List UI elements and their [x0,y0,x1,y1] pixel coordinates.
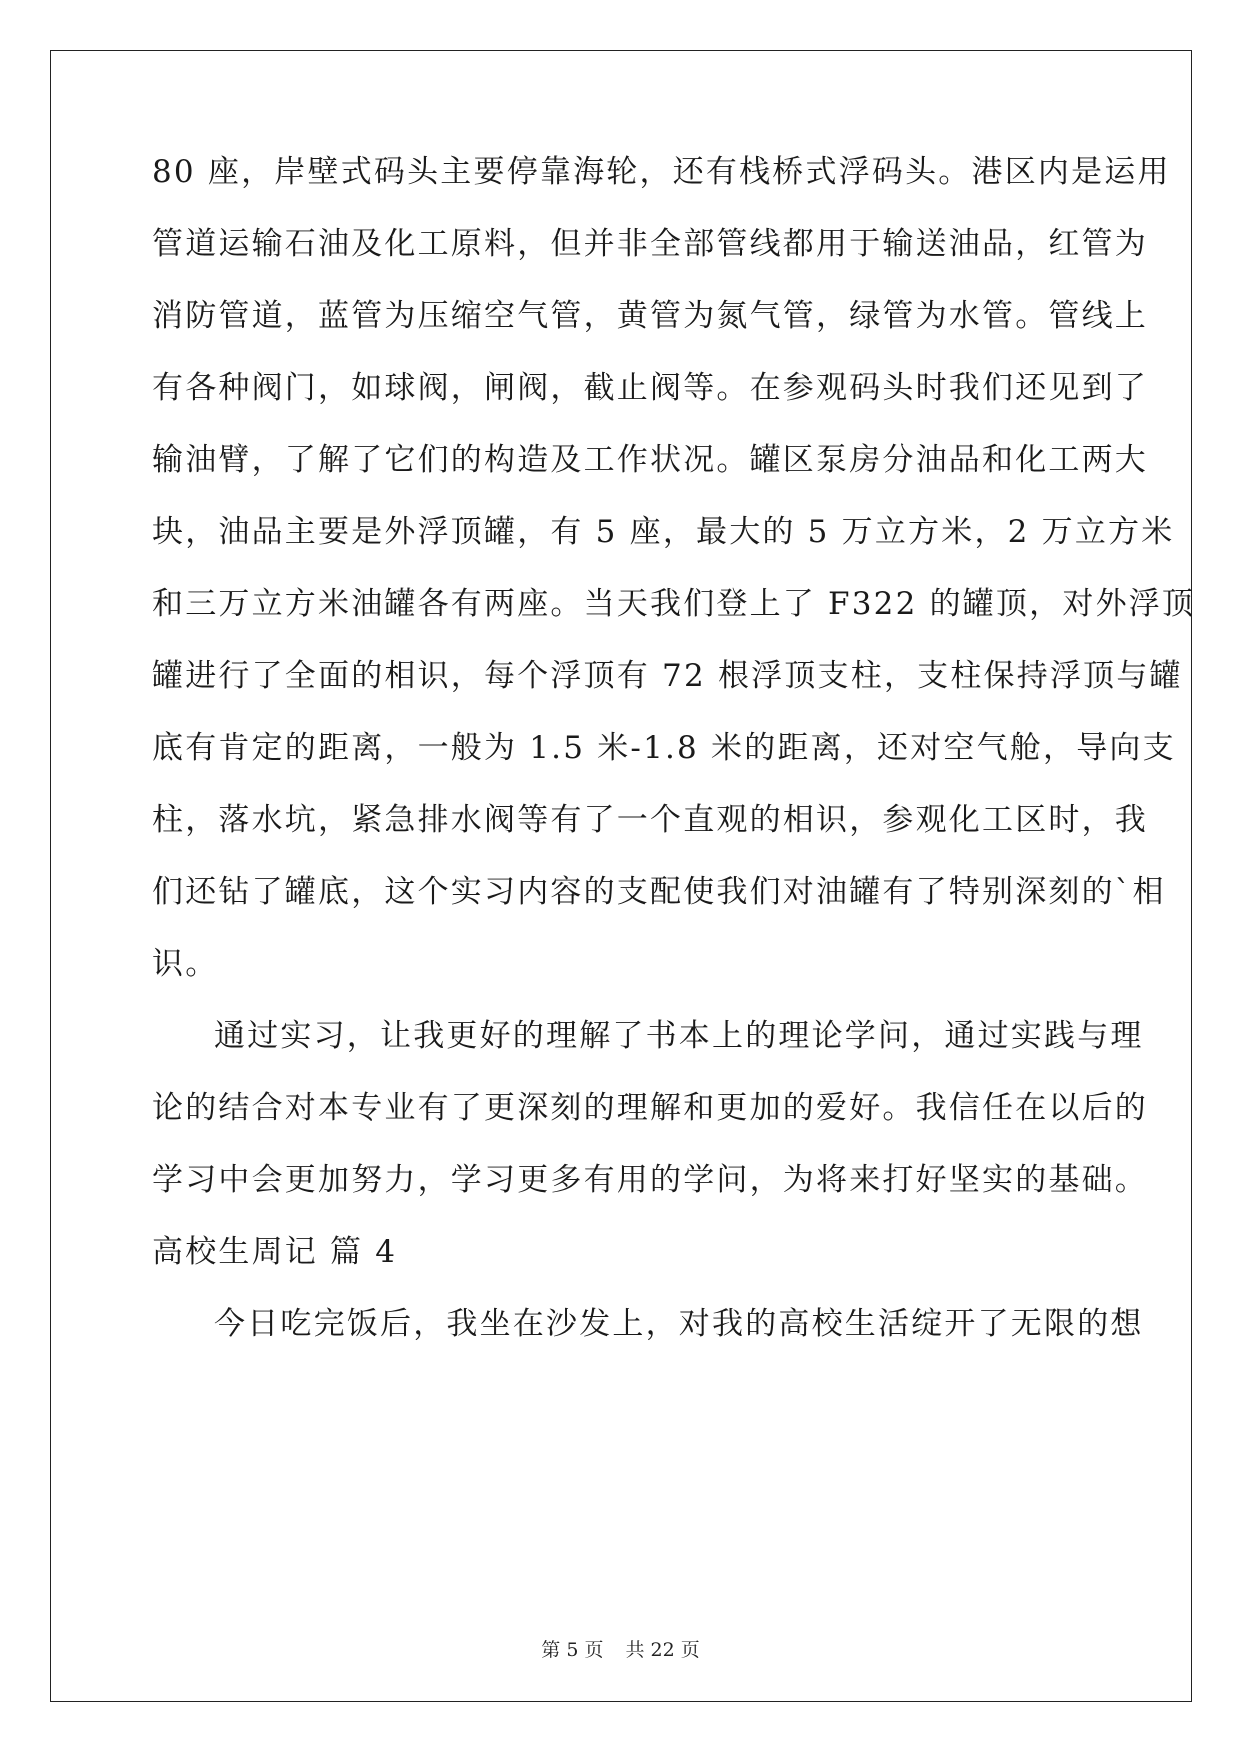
paragraph-line: 底有肯定的距离，一般为 1.5 米-1.8 米的距离，还对空气舱，导向支 [152,730,1176,766]
section-heading: 高校生周记 篇 4 [152,1234,398,1270]
paragraph-line: 80 座，岸壁式码头主要停靠海轮，还有栈桥式浮码头。港区内是运用 [152,154,1171,190]
paragraph-line: 消防管道，蓝管为压缩空气管，黄管为氮气管，绿管为水管。管线上 [152,298,1148,334]
paragraph-line: 管道运输石油及化工原料，但并非全部管线都用于输送油品，红管为 [152,226,1148,262]
paragraph-line: 学习中会更加努力，学习更多有用的学问，为将来打好坚实的基础。 [152,1162,1148,1198]
paragraph-line: 论的结合对本专业有了更深刻的理解和更加的爱好。我信任在以后的 [152,1090,1148,1126]
paragraph-line: 识。 [152,946,219,982]
paragraph-line: 通过实习，让我更好的理解了书本上的理论学问，通过实践与理 [214,1018,1144,1054]
paragraph-line: 今日吃完饭后，我坐在沙发上，对我的高校生活绽开了无限的想 [214,1306,1144,1342]
paragraph-line: 罐进行了全面的相识，每个浮顶有 72 根浮顶支柱，支柱保持浮顶与罐 [152,658,1183,694]
paragraph-line: 输油臂，了解了它们的构造及工作状况。罐区泵房分油品和化工两大 [152,442,1148,478]
page-total: 共 22 页 [625,1639,700,1661]
page-footer [0,1635,1241,1662]
paragraph-line: 有各种阀门，如球阀，闸阀，截止阀等。在参观码头时我们还见到了 [152,370,1148,406]
paragraph-line: 们还钻了罐底，这个实习内容的支配使我们对油罐有了特别深刻的`相 [152,874,1166,910]
page-number: 第 5 页 [541,1639,604,1661]
paragraph-line: 和三万立方米油罐各有两座。当天我们登上了 F322 的罐顶，对外浮顶 [152,586,1196,622]
paragraph-line: 块，油品主要是外浮顶罐，有 5 座，最大的 5 万立方米，2 万立方米 [152,514,1175,550]
paragraph-line: 柱，落水坑，紧急排水阀等有了一个直观的相识，参观化工区时，我 [152,802,1148,838]
